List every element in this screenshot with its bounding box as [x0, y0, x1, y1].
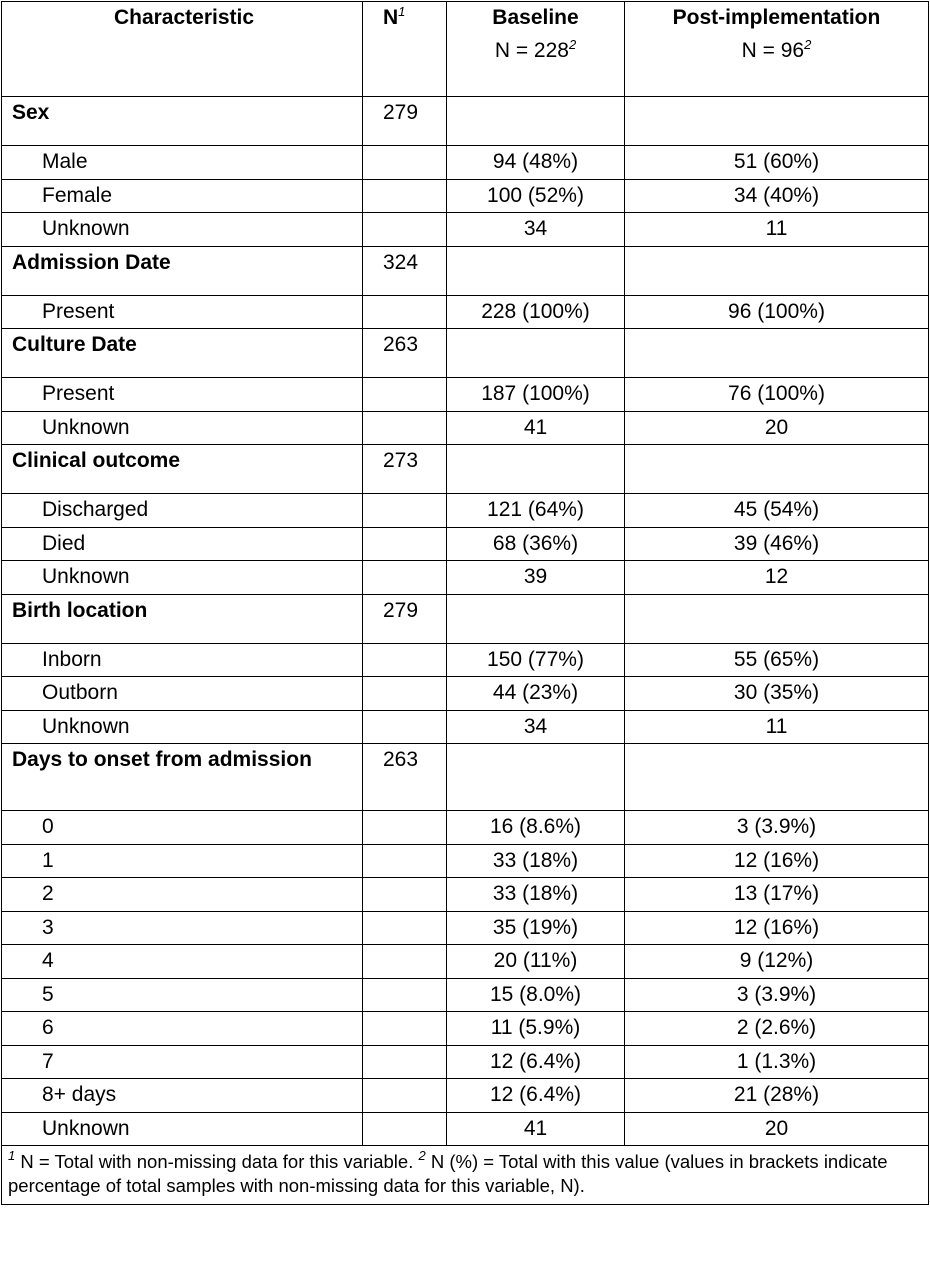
footnote-mark-1: 1 [8, 1148, 16, 1163]
footnote-mark-2: 2 [418, 1148, 426, 1163]
row-post-value: 51 (60%) [625, 146, 929, 180]
row-baseline-value: 33 (18%) [447, 878, 625, 912]
row-baseline-value: 15 (8.0%) [447, 978, 625, 1012]
row-baseline-value: 39 [447, 561, 625, 595]
row-n-empty [363, 710, 447, 744]
section-baseline-empty [447, 594, 625, 643]
section-title: Days to onset from admission [2, 744, 363, 811]
header-post-label: Post-implementation [672, 6, 881, 29]
row-label: Female [2, 179, 363, 213]
row-n-empty [363, 945, 447, 979]
row-post-value: 96 (100%) [625, 295, 929, 329]
row-post-value: 11 [625, 213, 929, 247]
table-row [2, 1012, 929, 1046]
row-n-empty [363, 677, 447, 711]
row-n-empty [363, 1045, 447, 1079]
header-row [2, 2, 929, 97]
row-label: 0 [2, 811, 363, 845]
table-row [2, 710, 929, 744]
row-label: Unknown [2, 561, 363, 595]
section-n: 279 [363, 594, 447, 643]
table-row [2, 643, 929, 677]
table-row [2, 1045, 929, 1079]
table-row [2, 295, 929, 329]
row-baseline-value: 68 (36%) [447, 527, 625, 561]
row-label: Present [2, 295, 363, 329]
row-baseline-value: 20 (11%) [447, 945, 625, 979]
section-row [2, 594, 929, 643]
row-label: 6 [2, 1012, 363, 1046]
row-label: Died [2, 527, 363, 561]
section-post-empty [625, 594, 929, 643]
table-row [2, 677, 929, 711]
row-baseline-value: 41 [447, 1112, 625, 1146]
row-post-value: 20 [625, 1112, 929, 1146]
row-post-value: 76 (100%) [625, 378, 929, 412]
table-row [2, 494, 929, 528]
characteristics-table [1, 1, 929, 1205]
row-n-empty [363, 643, 447, 677]
row-label: 8+ days [2, 1079, 363, 1113]
table-body [2, 97, 929, 1146]
row-post-value: 2 (2.6%) [625, 1012, 929, 1046]
table-row [2, 978, 929, 1012]
section-baseline-empty [447, 329, 625, 378]
row-baseline-value: 100 (52%) [447, 179, 625, 213]
row-baseline-value: 12 (6.4%) [447, 1045, 625, 1079]
row-baseline-value: 35 (19%) [447, 911, 625, 945]
row-post-value: 20 [625, 411, 929, 445]
row-label: Unknown [2, 710, 363, 744]
footnote-row [2, 1146, 929, 1205]
row-label: Outborn [2, 677, 363, 711]
table-row [2, 1079, 929, 1113]
table-row [2, 945, 929, 979]
section-row [2, 329, 929, 378]
row-label: Unknown [2, 1112, 363, 1146]
table-row [2, 527, 929, 561]
row-n-empty [363, 911, 447, 945]
table-row [2, 1112, 929, 1146]
header-n [363, 2, 447, 97]
table-row [2, 179, 929, 213]
row-n-empty [363, 146, 447, 180]
row-n-empty [363, 378, 447, 412]
header-baseline [447, 2, 625, 97]
header-n-label: N [383, 6, 399, 29]
header-post [625, 2, 929, 97]
footnote-text-1: N = Total with non-missing data for this variable. [15, 1151, 419, 1172]
section-row [2, 744, 929, 811]
row-post-value: 12 (16%) [625, 911, 929, 945]
row-post-value: 1 (1.3%) [625, 1045, 929, 1079]
row-n-empty [363, 561, 447, 595]
table-row [2, 811, 929, 845]
table-row [2, 213, 929, 247]
section-post-empty [625, 97, 929, 146]
section-baseline-empty [447, 246, 625, 295]
row-label: Discharged [2, 494, 363, 528]
table-row [2, 844, 929, 878]
row-label: Present [2, 378, 363, 412]
row-n-empty [363, 1079, 447, 1113]
row-n-empty [363, 978, 447, 1012]
table-row [2, 911, 929, 945]
table-row [2, 378, 929, 412]
section-row [2, 445, 929, 494]
row-baseline-value: 41 [447, 411, 625, 445]
row-post-value: 3 (3.9%) [625, 978, 929, 1012]
header-baseline-footnote-mark: 2 [568, 36, 577, 52]
header-n-footnote-mark: 1 [398, 4, 406, 19]
row-post-value: 45 (54%) [625, 494, 929, 528]
section-n: 263 [363, 329, 447, 378]
section-baseline-empty [447, 744, 625, 811]
row-baseline-value: 34 [447, 213, 625, 247]
row-baseline-value: 33 (18%) [447, 844, 625, 878]
header-characteristic [2, 2, 363, 97]
row-post-value: 3 (3.9%) [625, 811, 929, 845]
section-row [2, 97, 929, 146]
section-title: Birth location [2, 594, 363, 643]
row-post-value: 55 (65%) [625, 643, 929, 677]
table-row [2, 411, 929, 445]
row-label: Unknown [2, 411, 363, 445]
section-post-empty [625, 445, 929, 494]
row-post-value: 30 (35%) [625, 677, 929, 711]
row-n-empty [363, 213, 447, 247]
section-title: Admission Date [2, 246, 363, 295]
section-n: 279 [363, 97, 447, 146]
row-post-value: 9 (12%) [625, 945, 929, 979]
section-title: Clinical outcome [2, 445, 363, 494]
table-row [2, 146, 929, 180]
section-n: 273 [363, 445, 447, 494]
row-baseline-value: 16 (8.6%) [447, 811, 625, 845]
row-label: 4 [2, 945, 363, 979]
row-post-value: 34 (40%) [625, 179, 929, 213]
row-label: Male [2, 146, 363, 180]
row-n-empty [363, 1012, 447, 1046]
row-post-value: 13 (17%) [625, 878, 929, 912]
section-n: 324 [363, 246, 447, 295]
row-baseline-value: 228 (100%) [447, 295, 625, 329]
header-baseline-count: N = 228 [494, 38, 569, 62]
row-baseline-value: 187 (100%) [447, 378, 625, 412]
row-n-empty [363, 179, 447, 213]
row-n-empty [363, 1112, 447, 1146]
row-baseline-value: 94 (48%) [447, 146, 625, 180]
section-post-empty [625, 329, 929, 378]
row-label: Unknown [2, 213, 363, 247]
row-n-empty [363, 811, 447, 845]
section-post-empty [625, 246, 929, 295]
row-n-empty [363, 527, 447, 561]
row-n-empty [363, 411, 447, 445]
row-label: Inborn [2, 643, 363, 677]
row-baseline-value: 150 (77%) [447, 643, 625, 677]
section-n: 263 [363, 744, 447, 811]
row-baseline-value: 11 (5.9%) [447, 1012, 625, 1046]
footnote-text-2: N (%) = Total with this value (values in brackets indicate percentage of total samples with non-missing data for this variable, N). [8, 1151, 888, 1196]
row-label: 3 [2, 911, 363, 945]
section-row [2, 246, 929, 295]
section-baseline-empty [447, 97, 625, 146]
section-title: Sex [2, 97, 363, 146]
row-n-empty [363, 878, 447, 912]
row-n-empty [363, 494, 447, 528]
section-post-empty [625, 744, 929, 811]
header-post-sub [631, 35, 922, 68]
header-post-footnote-mark: 2 [804, 36, 812, 52]
row-label: 1 [2, 844, 363, 878]
header-baseline-label: Baseline [492, 6, 579, 29]
row-baseline-value: 44 (23%) [447, 677, 625, 711]
row-label: 5 [2, 978, 363, 1012]
table-row [2, 561, 929, 595]
row-post-value: 11 [625, 710, 929, 744]
row-label: 2 [2, 878, 363, 912]
row-baseline-value: 121 (64%) [447, 494, 625, 528]
header-baseline-sub [453, 35, 618, 68]
row-label: 7 [2, 1045, 363, 1079]
row-baseline-value: 34 [447, 710, 625, 744]
row-post-value: 21 (28%) [625, 1079, 929, 1113]
footnote [2, 1146, 929, 1205]
header-post-count: N = 96 [741, 38, 805, 62]
row-post-value: 12 [625, 561, 929, 595]
row-post-value: 12 (16%) [625, 844, 929, 878]
row-n-empty [363, 844, 447, 878]
table-row [2, 878, 929, 912]
row-post-value: 39 (46%) [625, 527, 929, 561]
row-baseline-value: 12 (6.4%) [447, 1079, 625, 1113]
section-title: Culture Date [2, 329, 363, 378]
header-characteristic-label: Characteristic [113, 6, 255, 29]
row-n-empty [363, 295, 447, 329]
section-baseline-empty [447, 445, 625, 494]
